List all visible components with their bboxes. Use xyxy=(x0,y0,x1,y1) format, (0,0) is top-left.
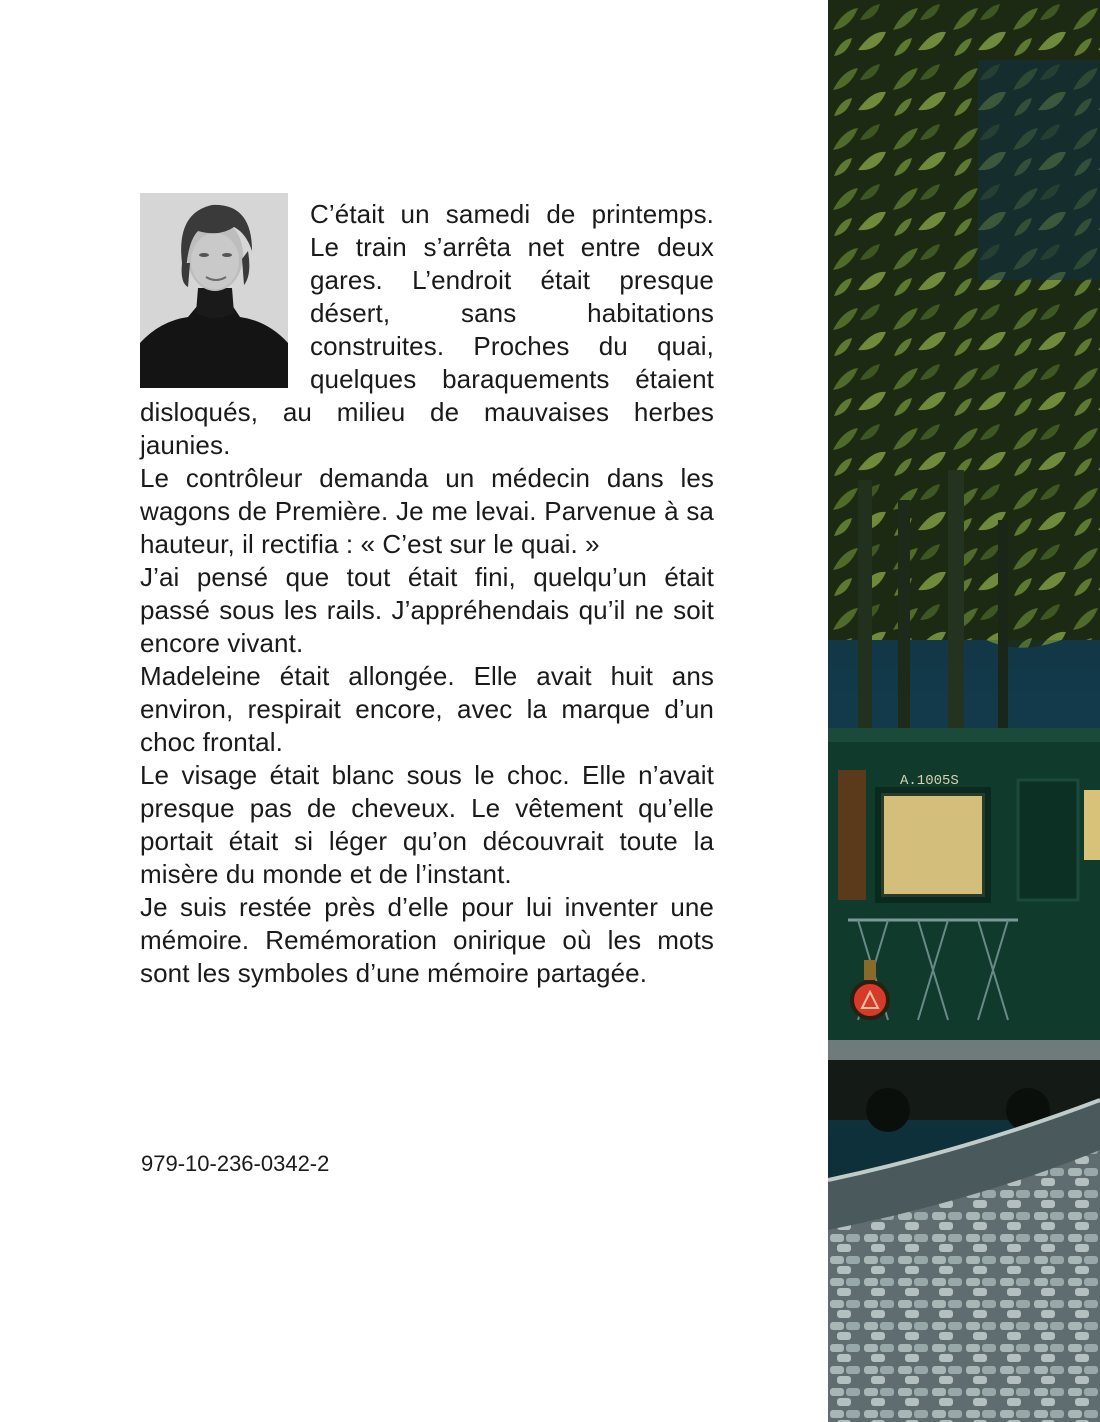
train-night-painting xyxy=(828,0,1100,1422)
cover-painting-strip xyxy=(828,0,1100,1422)
paragraph: Le visage était blanc sous le choc. Elle n’avait presque pas de cheveux. Le vêtement qu’elle portait était si léger qu’on découvrait toute la misère du monde et de l’instant. xyxy=(140,760,714,889)
paragraph: Madeleine était allongée. Elle avait huit ans environ, respirait encore, avec la marque d’un choc frontal. xyxy=(140,661,714,757)
paragraph: C’était un samedi de printemps. Le train s’arrêta net entre deux gares. L’endroit était presque désert, sans habitations construites. Proches du quai, quelques baraquements étaient disloqués, au milieu de mauvaises herbes jaunies. xyxy=(140,199,714,460)
wagon-number: A.1005S xyxy=(900,773,959,789)
paragraph: J’ai pensé que tout était fini, quelqu’un était passé sous les rails. J’appréhendais qu’il ne soit encore vivant. xyxy=(140,562,714,658)
isbn: 979-10-236-0342-2 xyxy=(141,1151,330,1176)
paragraph: Le contrôleur demanda un médecin dans les wagons de Première. Je me levai. Parvenue à sa hauteur, il rectifia : « C’est sur le quai. » xyxy=(140,463,714,559)
paragraph: Je suis restée près d’elle pour lui inventer une mémoire. Remémoration onirique où les mots sont les symboles d’une mémoire partagée. xyxy=(140,892,714,988)
back-cover-text xyxy=(140,198,714,990)
